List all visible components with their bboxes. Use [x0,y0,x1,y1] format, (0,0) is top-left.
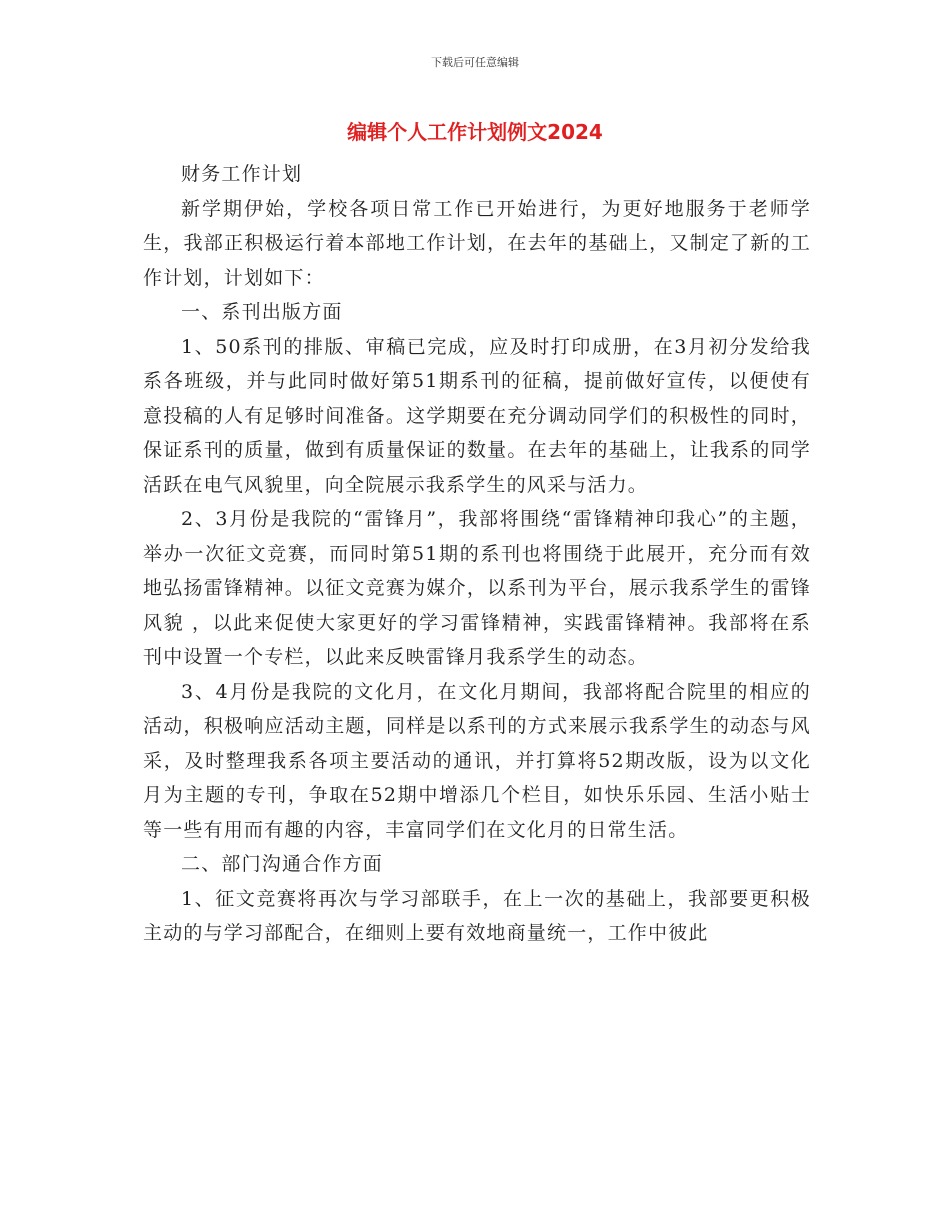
heading-journal-publishing: 一、系刊出版方面 [181,301,343,323]
paragraph-item-3: 3、4月份是我院的文化月，在文化月期间，我部将配合院里的相应的活动，积极响应活动主题，同样是以系刊的方式来展示我系学生的动态与风采，及时整理我系各项主要活动的通讯，并打算将52期改版，设为以文化月为主题的专刊，争取在52期中增添几个栏目，如快乐乐园、生活小贴士等一些有用而有趣的内容，丰富同学们在文化月的日常生活。 [143,680,811,841]
paragraph-intro: 新学期伊始，学校各项日常工作已开始进行，为更好地服务于老师学生，我部正积极运行着本部地工作计划，在去年的基础上，又制定了新的工作计划，计划如下： [143,197,811,289]
paragraph-item-2: 2、3月份是我院的“雷锋月”，我部将围绕“雷锋精神印我心”的主题，举办一次征文竞赛，而同时第51期的系刊也将围绕于此展开，充分而有效地弘扬雷锋精神。以征文竞赛为媒介，以系刊为平台，展示我系学生的雷锋风貌 ，以此来促使大家更好的学习雷锋精神，实践雷锋精神。我部将在系刊中设置一个专栏，以此来反映雷锋月我系学生的动态。 [143,508,811,668]
document-title: 编辑个人工作计划例文2024 [347,120,603,144]
document-body [143,157,811,951]
paragraph-cooperation-item-1: 1、征文竞赛将再次与学习部联手，在上一次的基础上，我部要更积极主动的与学习部配合，在细则上要有效地商量统一，工作中彼此 [143,887,811,944]
page-header-note: 下载后可任意编辑 [431,56,519,69]
paragraph-section-heading: 财务工作计划 [181,163,303,185]
heading-department-cooperation: 二、部门沟通合作方面 [181,853,384,875]
paragraph-item-1: 1、50系刊的排版、审稿已完成，应及时打印成册，在3月初分发给我系各班级，并与此同时做好第51期系刊的征稿，提前做好宣传，以便使有意投稿的人有足够时间准备。这学期要在充分调动同学们的积极性的同时，保证系刊的质量，做到有质量保证的数量。在去年的基础上，让我系的同学活跃在电气风貌里，向全院展示我系学生的风采与活力。 [143,335,811,496]
